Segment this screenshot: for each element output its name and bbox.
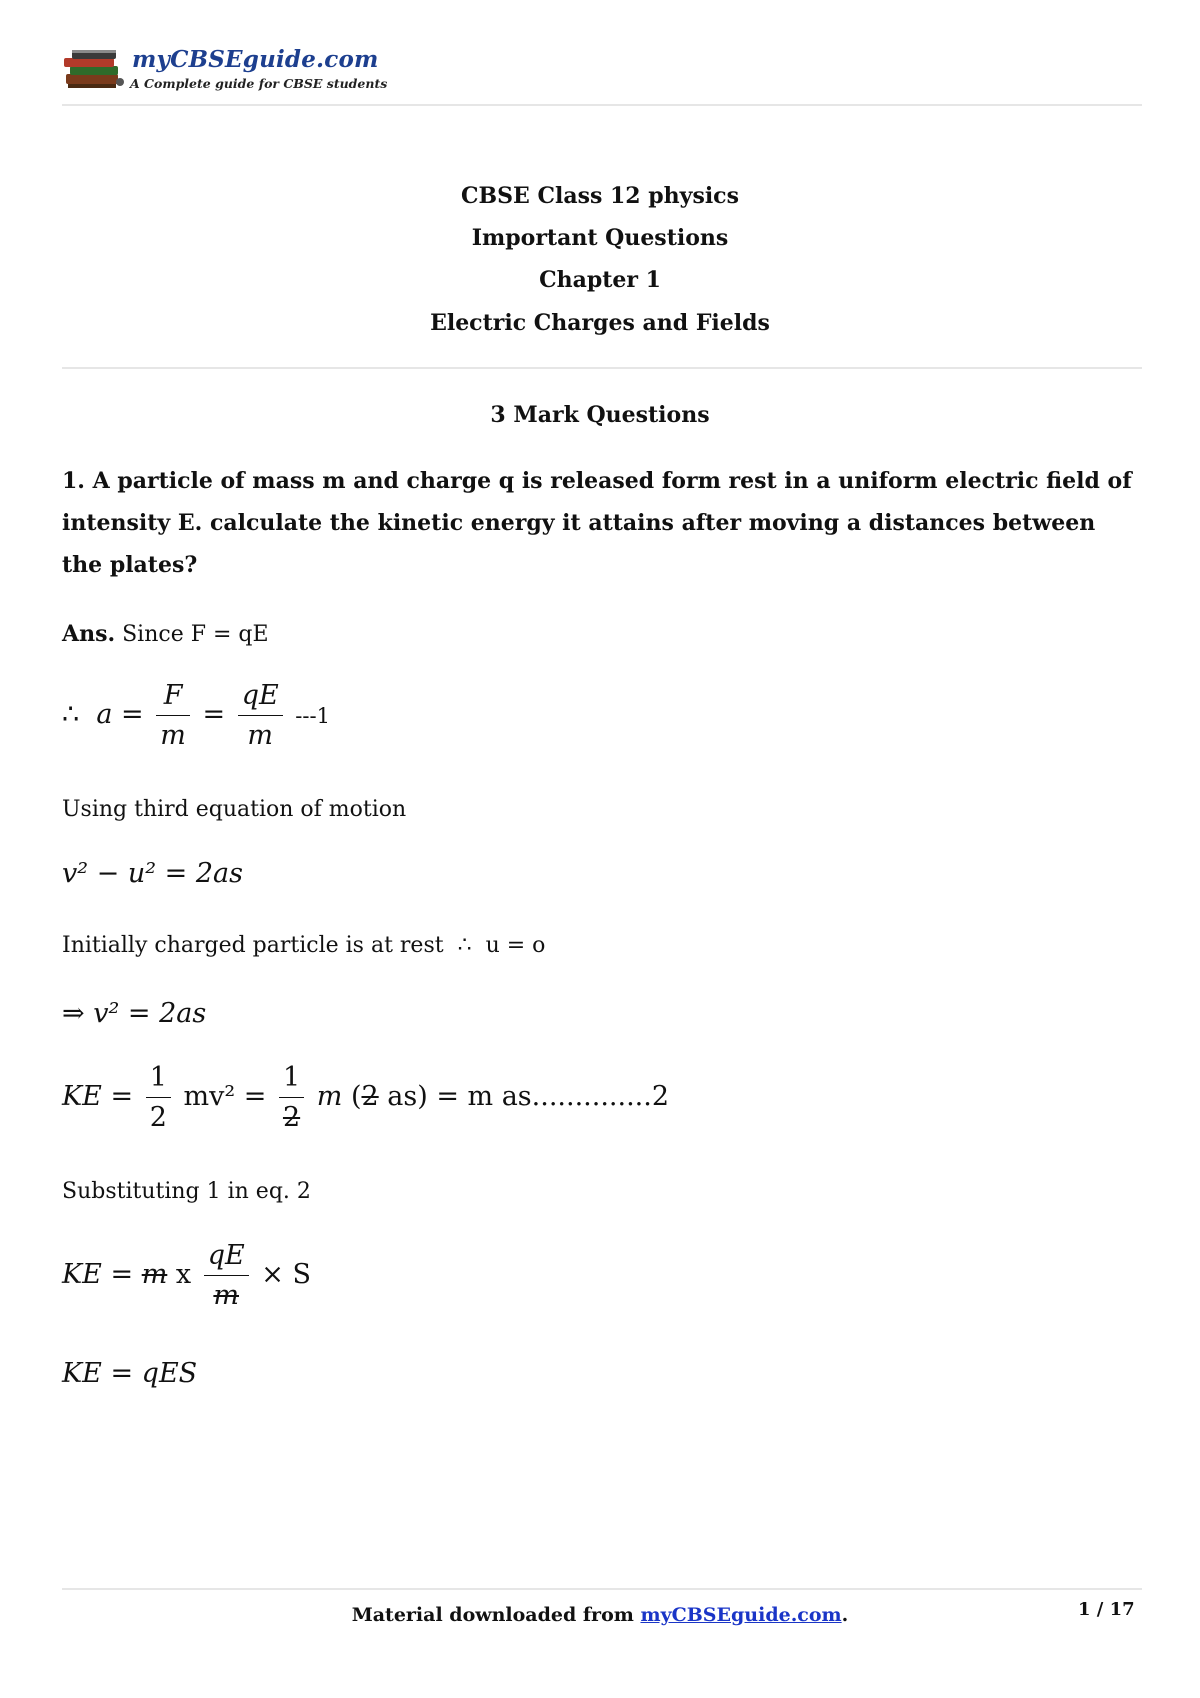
equation-acceleration: ∴ a = $\frac{F}{m}$ = $\frac{qE}{m}$ ---1: [62, 680, 330, 751]
doc-title-line-1: CBSE Class 12 physics: [461, 183, 739, 209]
title-divider: [62, 367, 1142, 369]
initially-at-rest: Initially charged particle is at rest ∴ u = o: [62, 933, 546, 958]
site-logo[interactable]: [62, 44, 392, 96]
books-icon: [62, 44, 128, 92]
equation-kinetic-energy-substituted: KE = m x $\frac{qE}{m}$ × S: [62, 1240, 311, 1311]
page-number: 1 / 17: [1078, 1599, 1135, 1620]
question-1: 1. A particle of mass m and charge q is released form rest in a uniform electric field of intensity E. calculate the kinetic energy it attains after moving a distances between the plates?: [62, 468, 1132, 578]
doc-title-line-4: Electric Charges and Fields: [430, 310, 770, 336]
fraction-half-cancelled: $\frac{1}{2}$: [279, 1062, 304, 1133]
equation-kinetic-energy-final: KE = qES: [62, 1358, 198, 1389]
footer-link[interactable]: myCBSEguide.com: [640, 1604, 842, 1626]
doc-title-line-3: Chapter 1: [539, 267, 661, 293]
doc-title-line-2: Important Questions: [471, 225, 729, 251]
logo-tagline: A Complete guide for CBSE students: [130, 76, 388, 91]
answer-intro: [62, 620, 269, 649]
header-divider: [62, 104, 1142, 106]
logo-title: myCBSEguide.com: [132, 46, 379, 73]
fraction-half: $\frac{1}{2}$: [146, 1062, 171, 1133]
substituting-line: Substituting 1 in eq. 2: [62, 1179, 311, 1204]
fraction-qe-over-m-cancelled: $\frac{qE}{m}$: [204, 1240, 249, 1311]
fraction-f-over-m: $\frac{F}{m}$: [156, 680, 190, 751]
section-heading: 3 Mark Questions: [490, 402, 710, 428]
equation-motion: v² − u² = 2as: [62, 858, 243, 889]
answer-label: Ans.: [62, 621, 116, 647]
footer-divider: [62, 1588, 1142, 1590]
using-third-equation: Using third equation of motion: [62, 797, 407, 822]
answer-since: Since F = qE: [115, 622, 269, 647]
footer-text: Material downloaded from myCBSEguide.com.: [351, 1604, 849, 1626]
equation-v-squared: ⇒ v² = 2as: [62, 998, 207, 1029]
equation-kinetic-energy: KE = $\frac{1}{2}$ mv² = $\frac{1}{2}$ m (2 as) = m as..............2: [62, 1062, 670, 1133]
fraction-qe-over-m: $\frac{qE}{m}$: [238, 680, 283, 751]
